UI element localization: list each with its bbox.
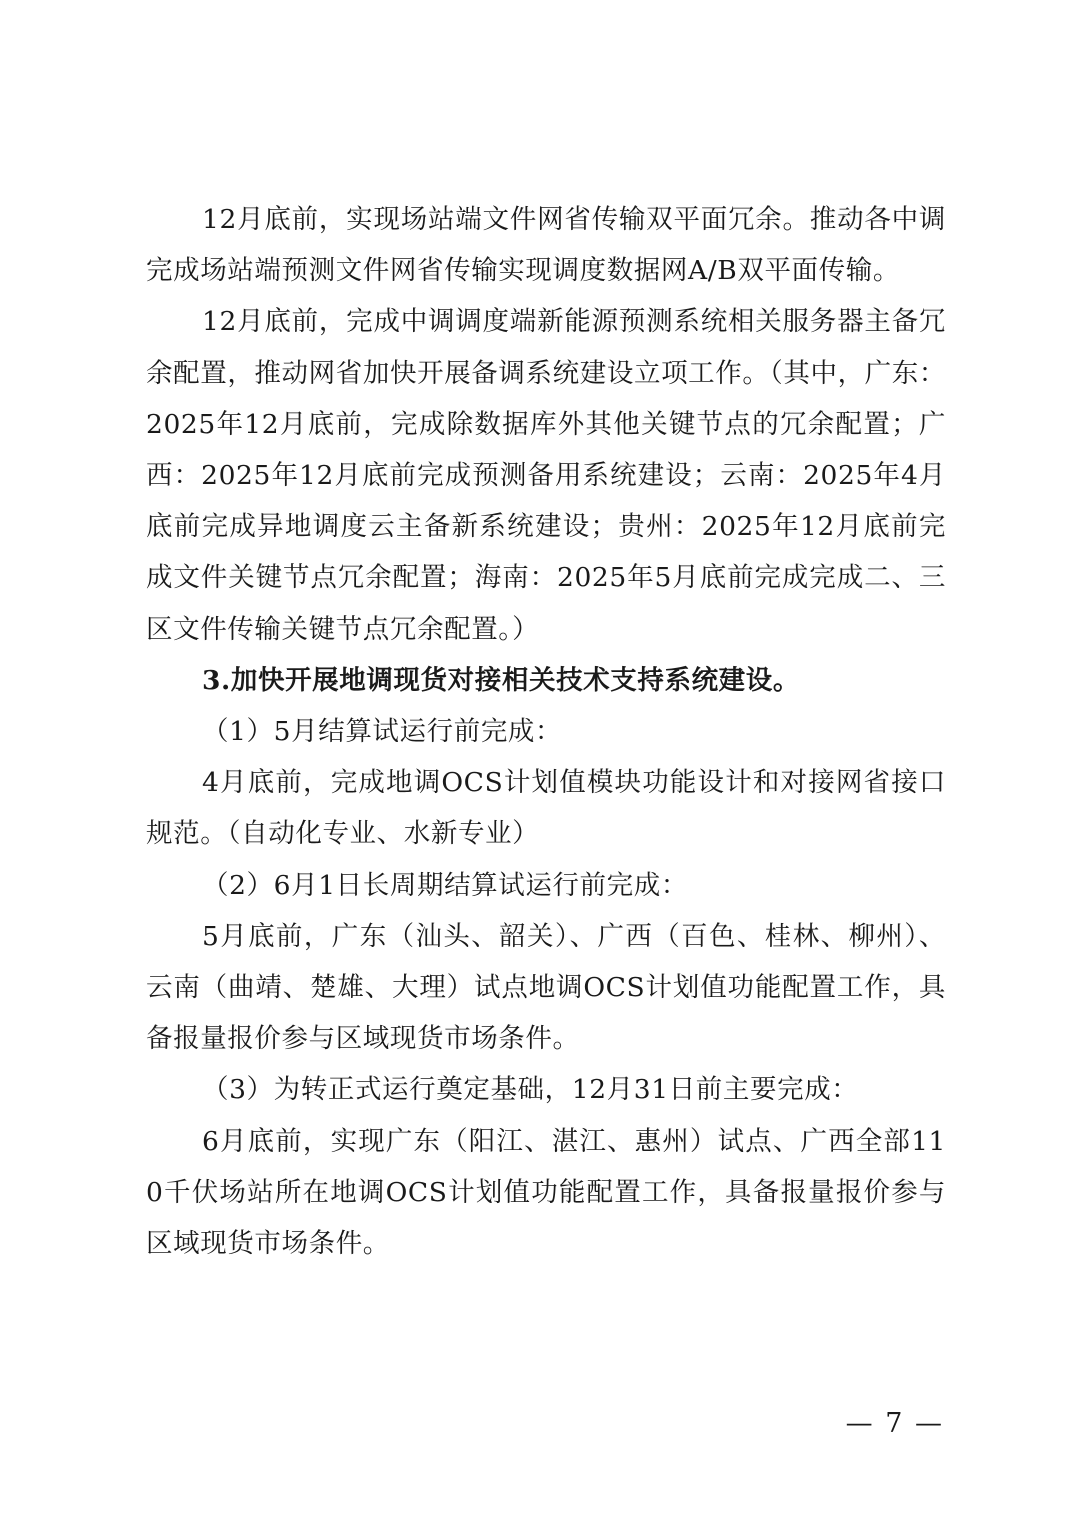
- subheading-1: （1）5月结算试运行前完成：: [202, 716, 563, 748]
- page-number: — 7 —: [845, 1408, 944, 1439]
- paragraph-pilot-config: 5月底前，广东（汕头、韶关）、广西（百色、桂林、柳州）、云南（曲靖、楚雄、大理）试点地调OCS计划值功能配置工作，具备报量报价参与区域现货市场条件。: [146, 920, 946, 1055]
- paragraph-ocs-design: 4月底前，完成地调OCS计划值模块功能设计和对接网省接口规范。（自动化专业、水新专业）: [146, 767, 946, 850]
- subheading-2: （2）6月1日长周期结算试运行前完成：: [202, 869, 688, 901]
- paragraph-file-transfer-redundancy: 12月底前，实现场站端文件网省传输双平面冗余。推动各中调完成场站端预测文件网省传输实现调度数据网A/B双平面传输。: [146, 204, 946, 287]
- section-heading-3: 3.加快开展地调现货对接相关技术支持系统建设。: [202, 664, 800, 696]
- paragraph-server-redundancy: 12月底前，完成中调调度端新能源预测系统相关服务器主备冗余配置，推动网省加快开展备调系统建设立项工作。（其中，广东：2025年12月底前，完成除数据库外其他关键节点的冗余配置；广西：2025年12月底前完成预测备用系统建设；云南：2025年4月底前完成异地调度云主备新系统建设；贵州：2025年12月底前完成文件关键节点冗余配置；海南：2025年5月底前完成完成二、三区文件传输关键节点冗余配置。）: [146, 306, 946, 645]
- paragraph-formal-operation: 6月底前，实现广东（阳江、湛江、惠州）试点、广西全部110千伏场站所在地调OCS计划值功能配置工作，具备报量报价参与区域现货市场条件。: [146, 1125, 946, 1260]
- document-body: [146, 194, 946, 1269]
- subheading-3: （3）为转正式运行奠定基础，12月31日前主要完成：: [202, 1074, 859, 1106]
